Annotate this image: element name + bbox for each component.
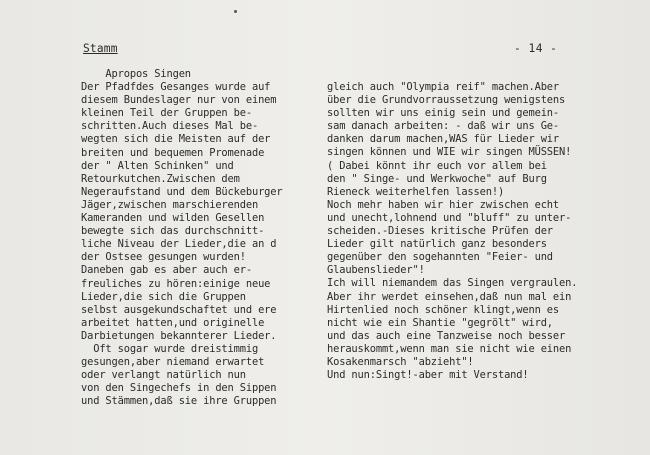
text-line: arbeitet hatten,und originelle — [81, 316, 265, 329]
text-line: Oft sogar wurde dreistimmig — [81, 342, 259, 355]
text-line: scheiden.-Dieses kritische Prüfen der — [327, 225, 553, 238]
text-line: Kosakenmarsch "abzieht"! — [327, 355, 474, 368]
text-line: liche Niveau der Lieder,die an d — [81, 238, 277, 251]
text-line: Jäger,zwischen marschierenden — [81, 198, 259, 211]
text-line: diesem Bundeslager nur von einem — [81, 94, 277, 107]
text-line: Apropos Singen — [81, 68, 191, 80]
text-line: gegenüber den sogehannten "Feier- und — [327, 251, 553, 264]
text-line: Noch mehr haben wir hier zwischen echt — [327, 198, 560, 211]
text-line: breiten und bequemen Promenade — [81, 146, 265, 159]
text-line: über die Grundvorraussetzung wenigstens — [327, 94, 566, 107]
page-number: - 14 - — [514, 42, 558, 55]
text-line: den " Singe- und Werkwoche" auf Burg — [327, 172, 547, 185]
text-line: Rieneck weiterhelfen lassen!) — [327, 185, 505, 198]
text-line: sam danach arbeiten: - daß wir uns Ge- — [327, 120, 560, 133]
text-line: Darbietungen bekannterer Lieder. — [81, 329, 277, 342]
text-line: oder verlangt natürlich nun — [81, 369, 246, 382]
text-line: der Ostsee gesungen wurden! — [81, 251, 246, 264]
text-line: Hirtenlied noch schöner klingt,wenn es — [327, 303, 560, 316]
text-line: Retourkutchen.Zwischen dem — [81, 172, 240, 185]
speck-mark — [234, 10, 237, 13]
text-line: Ich will niemandem das Singen vergraulen. — [327, 277, 578, 290]
text-line: herauskommt,wenn man sie nicht wie einen — [327, 342, 572, 355]
text-line: danken darum machen,WAS für Lieder wir — [327, 133, 560, 146]
text-line: gleich auch "Olympia reif" machen.Aber — [327, 81, 560, 93]
text-line: gesungen,aber niemand erwartet — [81, 356, 265, 369]
text-line: Kameranden und wilden Gesellen — [81, 212, 265, 225]
text-line: Glaubenslieder"! — [327, 264, 425, 277]
text-line: sollten wir uns einig sein und gemein- — [327, 107, 560, 120]
text-line: Aber ihr werdet einsehen,daß nun mal ein — [327, 290, 572, 303]
text-line: singen können und WIE wir singen MÜSSEN! — [327, 146, 572, 159]
text-line: der " Alten Schinken" und — [81, 159, 234, 172]
right-text-column — [327, 81, 627, 382]
section-heading: Stamm — [83, 42, 118, 55]
text-line: Daneben gab es aber auch er- — [81, 264, 252, 277]
text-line: kleinen Teil der Gruppen be- — [81, 107, 252, 120]
text-line: bewegte sich das durchschnitt- — [81, 225, 265, 238]
left-text-column — [81, 68, 321, 408]
text-line: Lieder gilt natürlich ganz besonders — [327, 238, 547, 251]
text-line: und unecht,lohnend und "bluff" zu unter- — [327, 211, 572, 224]
text-line: wegten sich die Meisten auf der — [81, 133, 271, 146]
text-line: selbst ausgekundschaftet und ere — [81, 303, 277, 316]
text-line: freuliches zu hören:einige neue — [81, 277, 271, 290]
text-line: von den Singechefs in den Sippen — [81, 382, 277, 395]
text-line: und das auch eine Tanzweise noch besser — [327, 329, 566, 342]
text-line: ( Dabei könnt ihr euch vor allem bei — [327, 159, 547, 172]
text-line: Der Pfadfdes Gesanges wurde auf — [81, 81, 271, 94]
text-line: Lieder,die sich die Gruppen — [81, 290, 246, 303]
text-line: Negeraufstand und dem Bückeburger — [81, 185, 283, 198]
text-line: und Stämmen,daß sie ihre Gruppen — [81, 395, 277, 408]
text-line: schritten.Auch dieses Mal be- — [81, 120, 259, 133]
text-line: Und nun:Singt!-aber mit Verstand! — [327, 369, 529, 382]
text-line: nicht wie ein Shantie "gegrölt" wird, — [327, 316, 553, 329]
